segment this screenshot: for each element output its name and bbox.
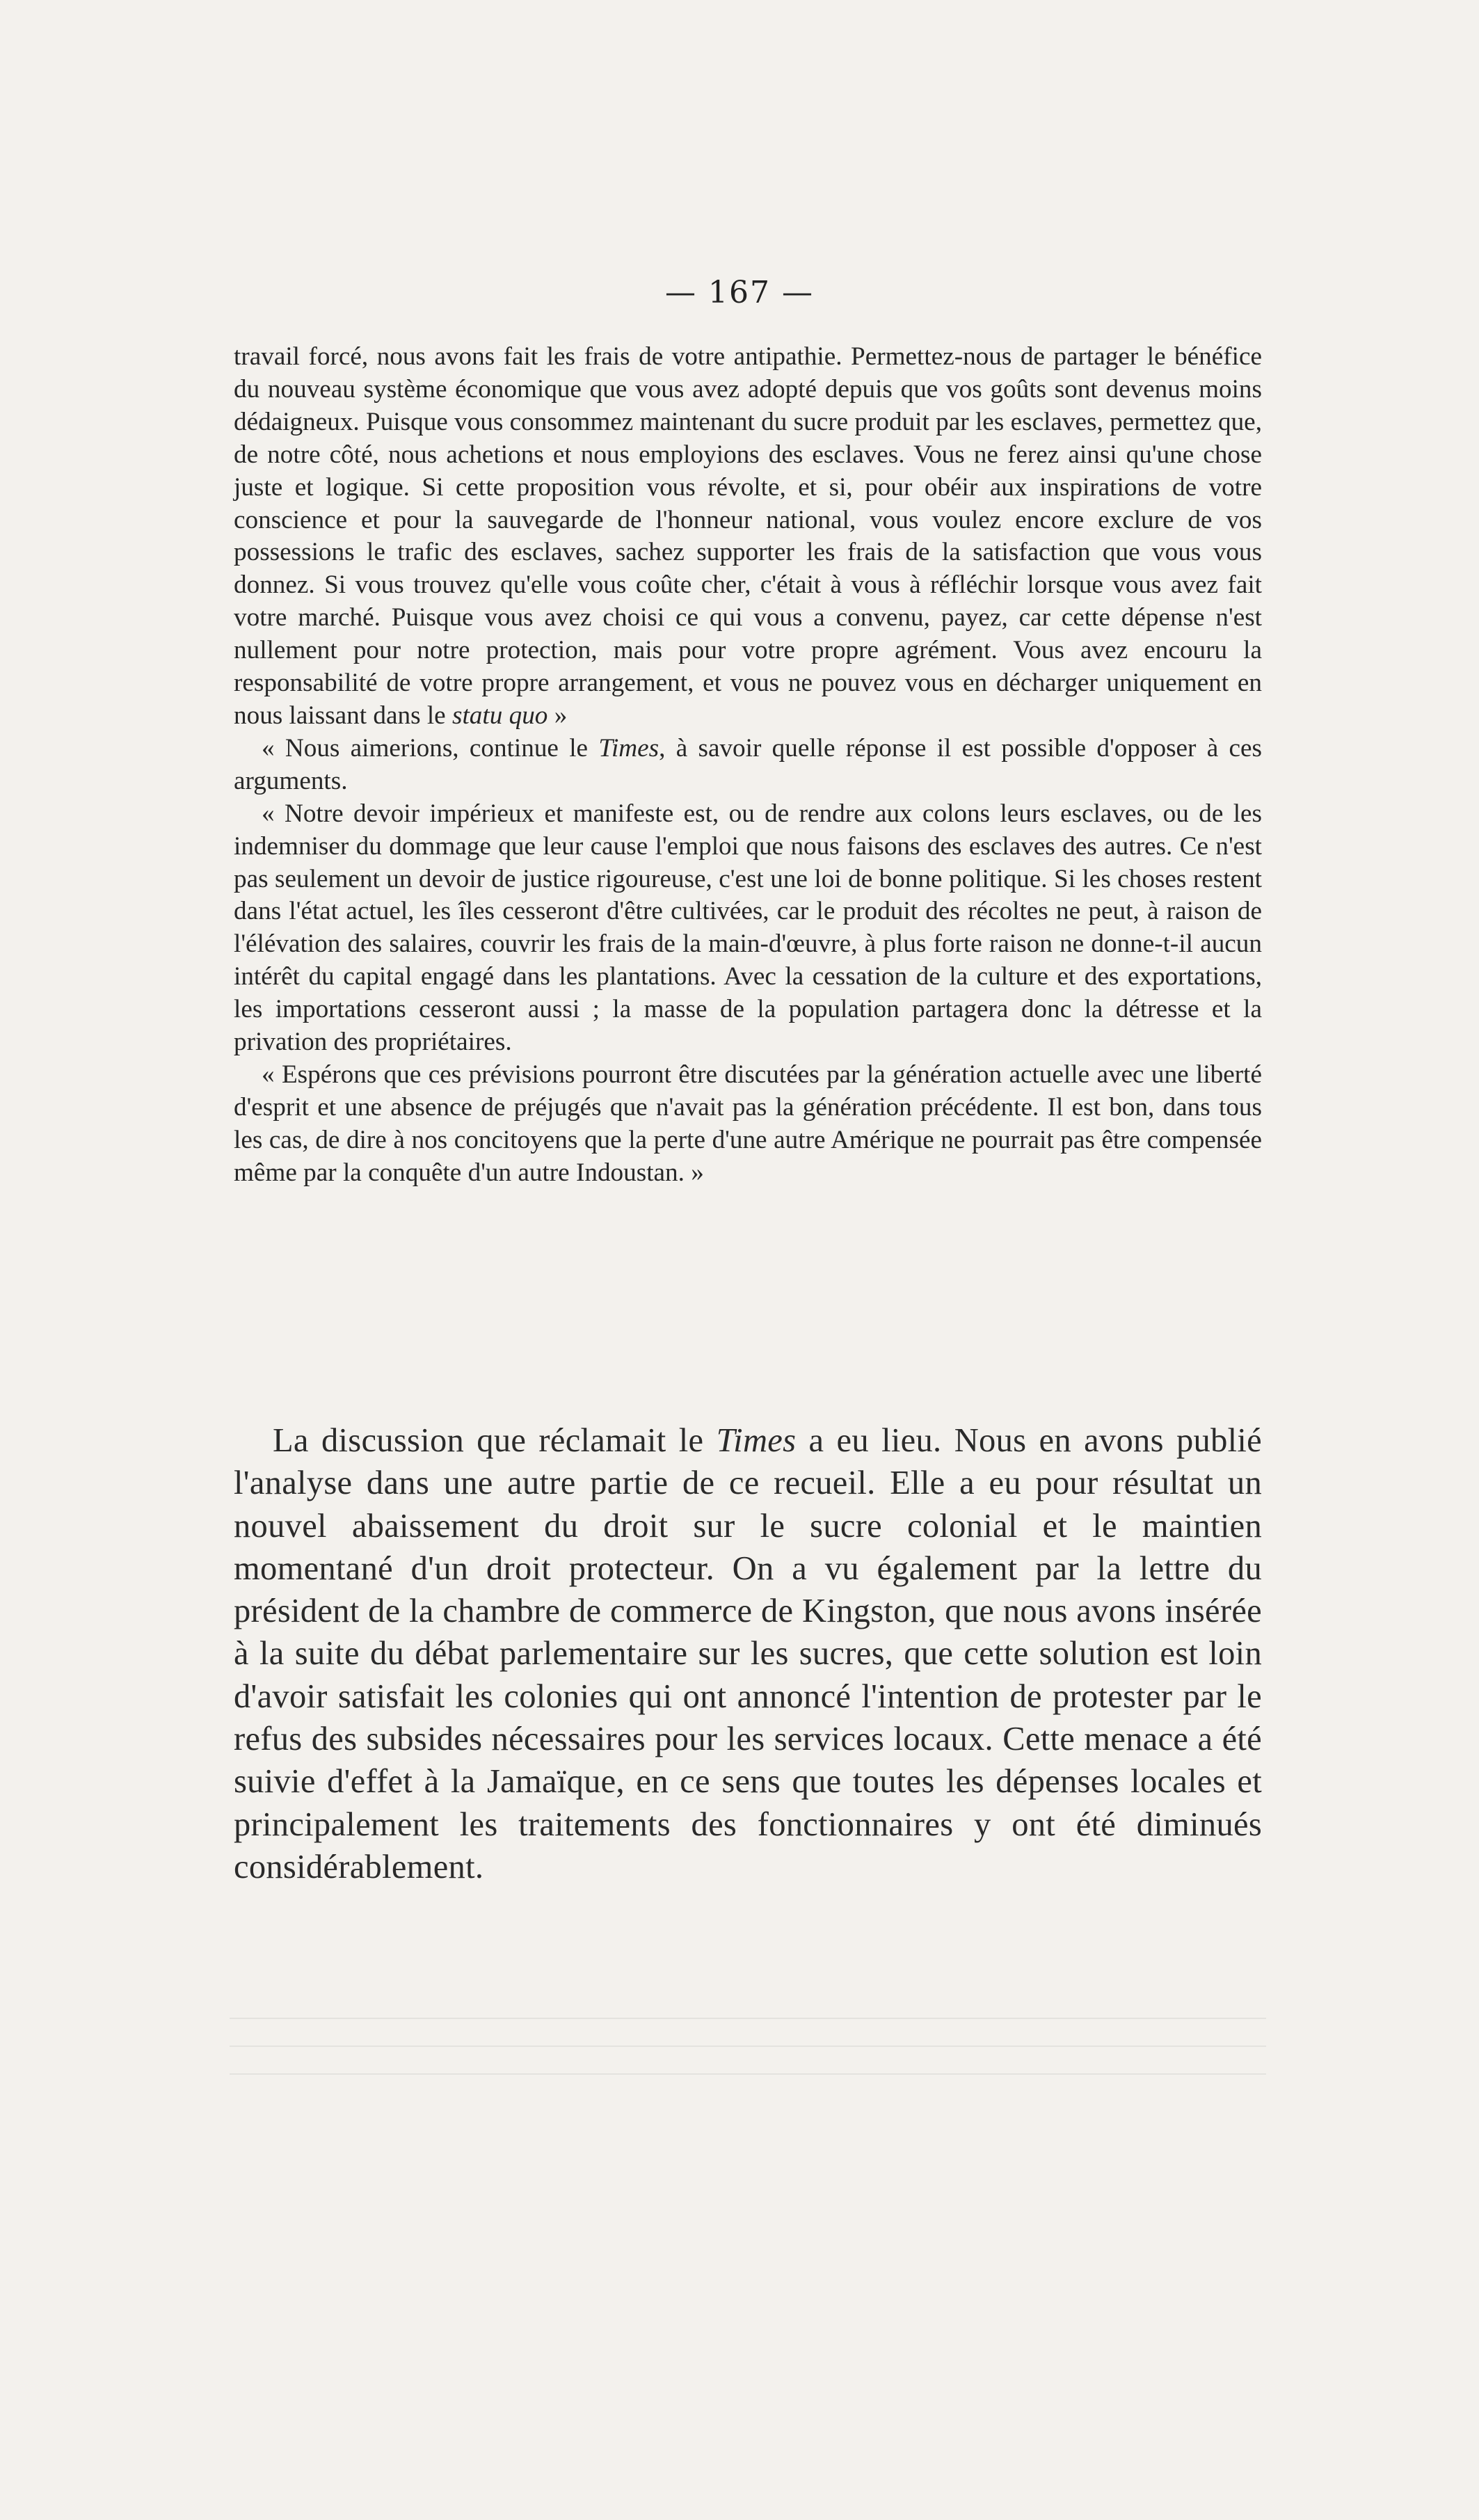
quote-paragraph-2-end: , à savoir quelle réponse il est possible d'opposer à ces arguments. xyxy=(234,733,1262,795)
quote-paragraph-4: « Espérons que ces prévisions pourront être discutées par la génération actuelle avec une liberté d'esprit et une absence de préjugés que n'avait pas la génération précédente. Il est bon, dans tous les cas, de dire à nos concitoyens que la perte d'une autre Amérique ne pourrait pas être compensée même par la conquête d'un autre Indoustan. » xyxy=(234,1060,1262,1187)
quoted-passage xyxy=(234,341,1262,1190)
bleed-through-shadow xyxy=(230,2018,1266,2101)
main-paragraph-rest: a eu lieu. Nous en avons publié l'analyse dans une autre partie de ce recueil. Elle a eu pour résultat un nouvel abaissement du droit sur le sucre colonial et le maintien momentané d'un droit protecteur. On a vu également par la lettre du président de la chambre de commerce de Kingston, que nous avons insérée à la suite du débat parlementaire sur les sucres, que cette solution est loin d'avoir satisfait les colonies qui ont annoncé l'intention de protester par le refus des subsides nécessaires pour les services locaux. Cette menace a été suivie d'effet à la Jamaïque, en ce sens que toutes les dépenses locales et principalement les traitements des fonctionnaires y ont été diminués considérablement. xyxy=(234,1422,1262,1885)
main-paragraph-text xyxy=(234,1419,1262,1888)
quote-italic-times: Times xyxy=(598,733,659,763)
main-paragraph xyxy=(234,1419,1262,1888)
quote-paragraph-2 xyxy=(234,733,1262,798)
quote-paragraph-1-text: travail forcé, nous avons fait les frais de votre antipathie. Permettez-nous de partager le bénéfice du nouveau système économique que vous avez adopté depuis que vos goûts sont devenus moins dédaigneux. Puisque vous consommez maintenant du sucre produit par les esclaves, permettez que, de notre côté, nous achetions et nous employions des esclaves. Vous ne ferez ainsi qu'une chose juste et logique. Si cette proposition vous révolte, et si, pour obéir aux inspirations de votre conscience et pour la sauvegarde de l'honneur national, vous voulez encore exclure de vos possessions le trafic des esclaves, sachez supporter les frais de la satisfaction que vous vous donnez. Si vous trouvez qu'elle vous coûte cher, c'était à vous à réfléchir lorsque vous avez fait votre marché. Puisque vous avez choisi ce qui vous a convenu, payez, car cette dépense n'est nullement pour notre protection, mais pour votre propre agrément. Vous avez encouru la responsabilité de votre propre arrangement, et vous ne pouvez vous en décharger uniquement en nous laissant dans le xyxy=(234,342,1262,730)
main-italic-times: Times xyxy=(716,1422,797,1459)
main-paragraph-start: La discussion que réclamait le xyxy=(273,1422,717,1459)
quote-paragraph-2-start: « Nous aimerions, continue le xyxy=(262,733,599,763)
quote-paragraph-3: « Notre devoir impérieux et manifeste est, ou de rendre aux colons leurs esclaves, ou de les indemniser du dommage que leur cause l'emploi que nous faisons des esclaves des autres. Ce n'est pas seulement un devoir de justice rigoureuse, c'est une loi de bonne politique. Si les choses restent dans l'état actuel, les îles cesseront d'être cultivées, car le produit des récoltes ne peut, à raison de l'élévation des salaires, couvrir les frais de la main-d'œuvre, à plus forte raison ne donne-t-il aucun intérêt du capital engagé dans les plantations. Avec la cessation de la culture et des exportations, les importations cesseront aussi ; la masse de la population partagera donc la détresse et la privation des propriétaires. xyxy=(234,799,1262,1057)
quote-italic-statu-quo: statu quo xyxy=(452,701,548,730)
page-number: — 167 — xyxy=(665,275,814,310)
quote-paragraph-1 xyxy=(234,341,1262,733)
quote-paragraph-1-end: » xyxy=(547,701,568,730)
